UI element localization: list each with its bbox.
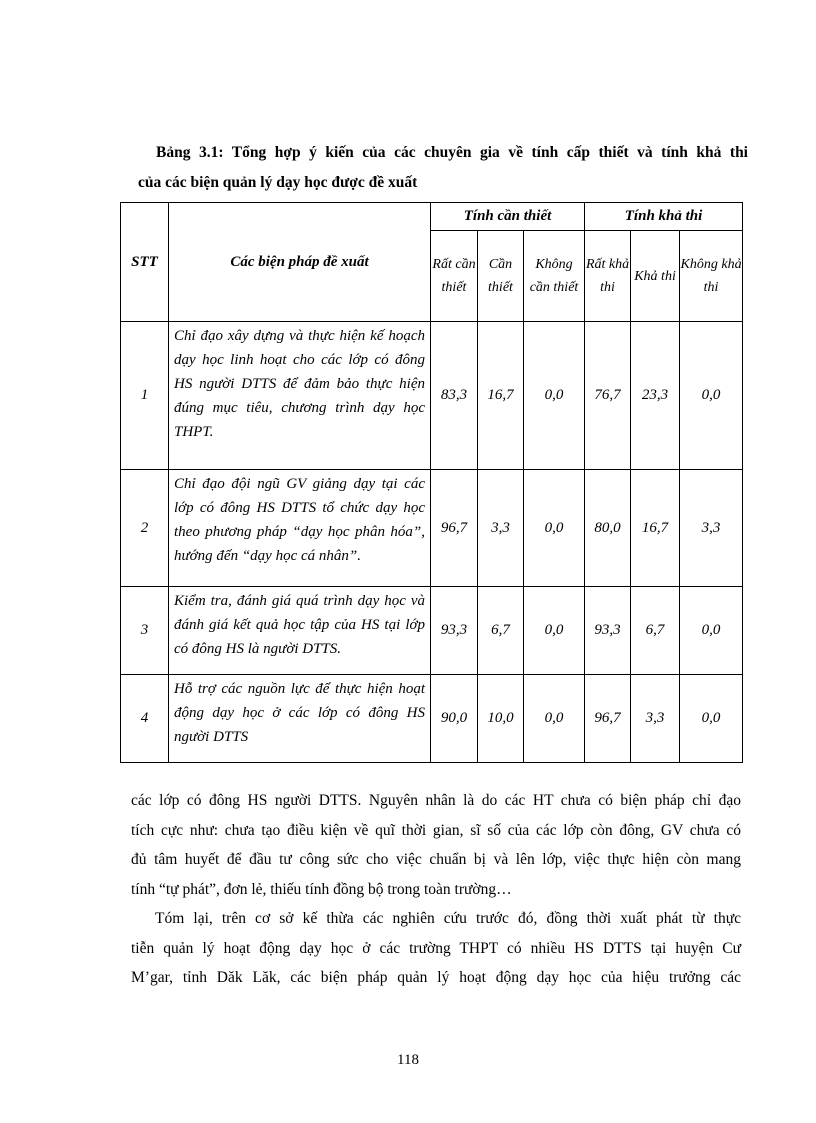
cell-value: 3,3: [478, 470, 524, 587]
subheader-necessary: Cần thiết: [478, 231, 524, 322]
row-description: Chỉ đạo đội ngũ GV giảng dạy tại các lớp có đông HS DTTS tổ chức dạy học theo phương pháp “dạy học phân hóa”, hướng đến “dạy học cá nhân”.: [169, 470, 431, 587]
header-feasibility: Tính khả thi: [585, 203, 743, 231]
subheader-very-necessary: Rất cần thiết: [431, 231, 478, 322]
page-number: 118: [397, 1052, 419, 1068]
cell-value: 0,0: [680, 322, 743, 470]
cell-value: 0,0: [680, 587, 743, 675]
body-line: Tóm lại, trên cơ sở kế thừa các nghiên cứu trước đó, đồng thời xuất phát từ thực: [155, 910, 741, 927]
body-line: M’gar, tỉnh Dăk Lăk, các biện pháp quản lý hoạt động dạy học của hiệu trưởng các: [131, 969, 741, 986]
header-necessity: Tính cần thiết: [431, 203, 585, 231]
cell-value: 76,7: [585, 322, 631, 470]
row-stt: 2: [121, 470, 169, 587]
cell-value: 3,3: [680, 470, 743, 587]
cell-value: 16,7: [478, 322, 524, 470]
body-line: đủ tâm huyết để đầu tư công sức cho việc chuẩn bị và lên lớp, việc thực hiện còn mang: [131, 851, 741, 868]
row-stt: 1: [121, 322, 169, 470]
subheader-feasible: Khả thi: [631, 231, 680, 322]
body-line: các lớp có đông HS người DTTS. Nguyên nhân là do các HT chưa có biện pháp chỉ đạo: [131, 792, 741, 809]
subheader-not-feasible: Không khả thi: [680, 231, 743, 322]
subheader-not-necessary: Không cần thiết: [524, 231, 585, 322]
body-text: [131, 786, 741, 993]
cell-value: 3,3: [631, 675, 680, 763]
row-stt: 4: [121, 675, 169, 763]
cell-value: 6,7: [631, 587, 680, 675]
cell-value: 10,0: [478, 675, 524, 763]
cell-value: 0,0: [524, 470, 585, 587]
cell-value: 0,0: [524, 675, 585, 763]
cell-value: 16,7: [631, 470, 680, 587]
table-row: [121, 322, 743, 470]
table-caption: [138, 138, 748, 198]
cell-value: 83,3: [431, 322, 478, 470]
row-description: Kiểm tra, đánh giá quá trình dạy học và đánh giá kết quả học tập của HS tại lớp có đông HS là người DTTS.: [169, 587, 431, 675]
body-line: tích cực như: chưa tạo điều kiện về quĩ thời gian, sĩ số của các lớp còn đông, GV chưa có: [131, 821, 741, 839]
row-description: Chỉ đạo xây dựng và thực hiện kế hoạch dạy học linh hoạt cho các lớp có đông HS người DTTS để đảm bảo thực hiện đúng mục tiêu, chương trình dạy học THPT.: [169, 322, 431, 470]
survey-table: [120, 202, 743, 763]
row-stt: 3: [121, 587, 169, 675]
header-stt: STT: [121, 203, 169, 322]
cell-value: 0,0: [524, 587, 585, 675]
subheader-very-feasible: Rất khả thi: [585, 231, 631, 322]
cell-value: 96,7: [585, 675, 631, 763]
body-line: tiễn quản lý hoạt động dạy học ở các trường THPT có nhiều HS DTTS tại huyện Cư: [131, 939, 741, 957]
table-row: [121, 675, 743, 763]
cell-value: 6,7: [478, 587, 524, 675]
cell-value: 80,0: [585, 470, 631, 587]
header-measures: Các biện pháp đề xuất: [169, 203, 431, 322]
row-description: Hỗ trợ các nguồn lực để thực hiện hoạt động dạy học ở các lớp có đông HS người DTTS: [169, 675, 431, 763]
table-row: [121, 587, 743, 675]
caption-line-2: của các biện quản lý dạy học được đề xuất: [138, 174, 418, 191]
cell-value: 0,0: [524, 322, 585, 470]
cell-value: 0,0: [680, 675, 743, 763]
table-row: [121, 470, 743, 587]
caption-line-1: Bảng 3.1: Tổng hợp ý kiến của các chuyên gia về tính cấp thiết và tính khả thi: [156, 144, 748, 161]
cell-value: 93,3: [585, 587, 631, 675]
body-line: tính “tự phát”, đơn lẻ, thiếu tính đồng bộ trong toàn trường…: [131, 880, 512, 898]
cell-value: 23,3: [631, 322, 680, 470]
cell-value: 96,7: [431, 470, 478, 587]
cell-value: 90,0: [431, 675, 478, 763]
cell-value: 93,3: [431, 587, 478, 675]
